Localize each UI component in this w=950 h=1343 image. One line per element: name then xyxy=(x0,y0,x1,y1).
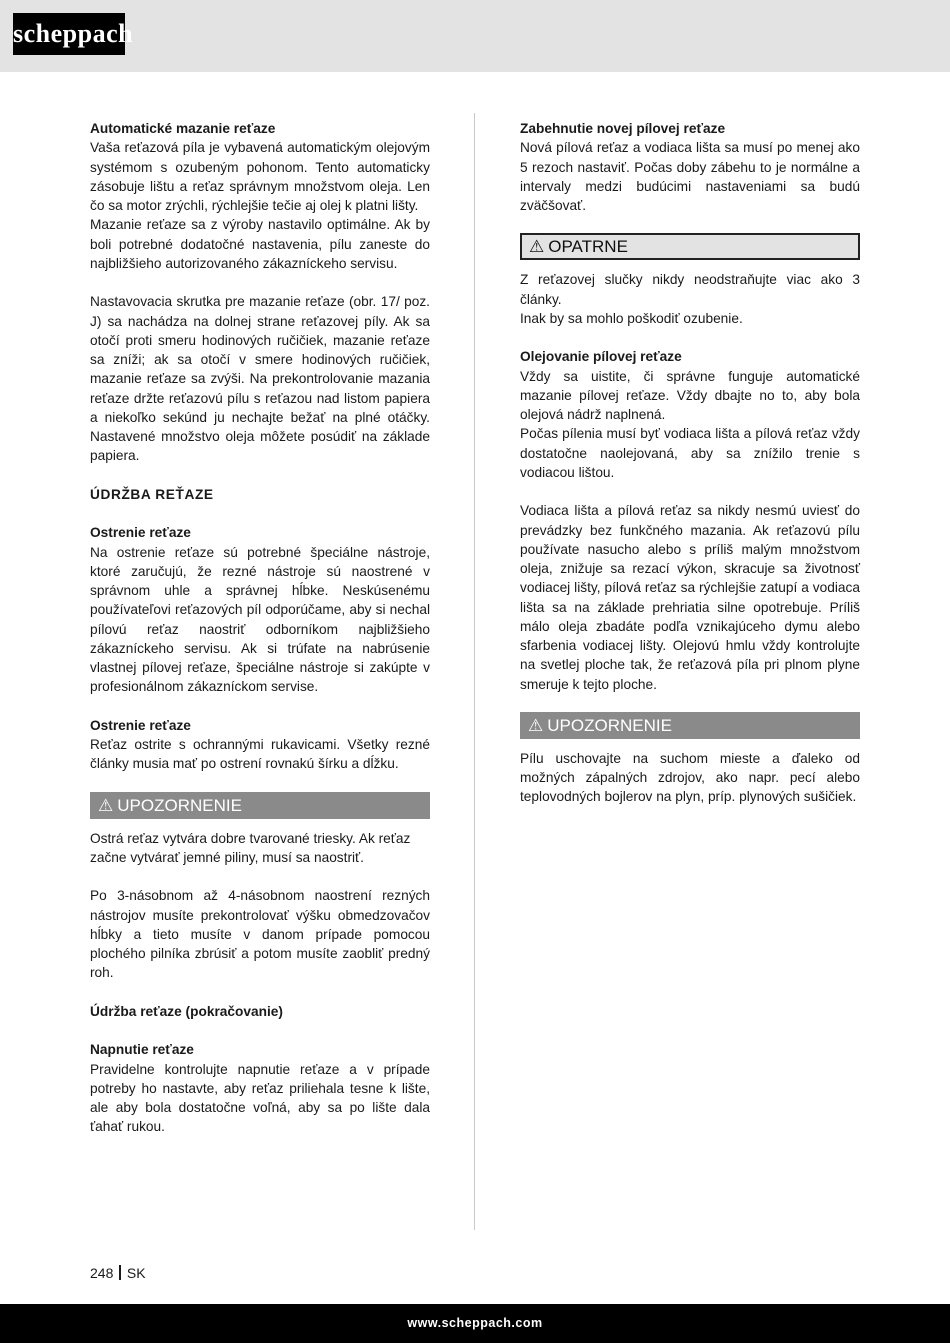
warning-triangle-icon: ⚠ xyxy=(528,715,544,735)
right-column xyxy=(520,119,860,807)
sharpen-paragraph-1: Na ostrenie reťaze sú potrebné špeciálne nástroje, ktoré zaručujú, že rezné nástroje sú naostrené v správnom uhle a správnej hĺbke. Neskúsenému používateľovi reťazových píl odporúčame, aby si nechal pílovú reťaz naostriť odborníkom najbližšieho zákazníckeho servisu. Ak si trúfate na nabrúsenie vlastnej pílovej reťaze, špeciálne nástroje si zakúpte v profesionálnom zákazníckom servise. xyxy=(90,544,430,695)
caution-paragraph-2: Inak by sa mohlo poškodiť ozubenie. xyxy=(520,310,743,326)
break-in-paragraph: Nová pílová reťaz a vodiaca lišta sa musí po menej ako 5 rezoch nastaviť. Počas doby zábehu to je normálne a intervaly medzi budúcimi nastaveniami sa budú zväčšovať. xyxy=(520,140,860,213)
website-link[interactable]: www.scheppach.com xyxy=(407,1316,543,1330)
warning-label: UPOZORNENIE xyxy=(117,795,242,815)
auto-lube-paragraph-1: Vaša reťazová píla je vybavená automatickým olejovým systémom s ozubeným pohonom. Tento automaticky zásobuje lištu a reťaz správnym množstvom oleja. Len čo sa motor zrýchli, rýchlejšie tečie aj olej k platni lišty. xyxy=(90,140,430,213)
footer-bar xyxy=(0,1304,950,1343)
sharpen-title-2: Ostrenie reťaze xyxy=(90,717,191,733)
caution-paragraph-1: Z reťazovej slučky nikdy neodstraňujte viac ako 3 články. xyxy=(520,272,860,307)
oiling-title: Olejovanie pílovej reťaze xyxy=(520,349,682,365)
maintenance-heading: ÚDRŽBA REŤAZE xyxy=(90,486,214,502)
caution-banner xyxy=(520,233,860,260)
oiling-paragraph-3: Vodiaca lišta a pílová reťaz sa nikdy nesmú uviesť do prevádzky bez funkčného mazania. Ak reťazovú pílu používate nasucho alebo s príliš malým množstvom oleja, znižuje sa rezací výkon, skracuje sa životnosť vodiacej lišty, pílová reťaz sa rýchlejšie zatupí a vodiaca lišta sa na základe prehriatia silne opotrebuje. Príliš málo oleja zbadáte podľa vznikajúceho dymu alebo sfarbenia vodiacej lišty. Olejovú hmlu vždy kontrolujte na svetlej ploche tak, že reťazová píla pri plnom plyne smeruje k tejto ploche. xyxy=(520,503,860,692)
auto-lube-paragraph-2: Mazanie reťaze sa z výroby nastavilo optimálne. Ak by boli potrebné dodatočné nastavenia, pílu zaneste do najbližšieho autorizovaného zákazníckeho servisu. xyxy=(90,217,430,271)
caution-label: OPATRNE xyxy=(548,237,628,257)
scheppach-logo[interactable]: scheppach xyxy=(13,13,125,55)
column-divider xyxy=(474,113,475,1230)
warning-label: UPOZORNENIE xyxy=(547,715,672,735)
break-in-title: Zabehnutie novej pílovej reťaze xyxy=(520,121,726,136)
adjust-paragraph: Nastavovacia skrutka pre mazanie reťaze (obr. 17/ poz. J) sa nachádza na dolnej strane reťazovej píly. Ak sa otočí proti smeru hodinových ručičiek, mazanie reťaze sa zníži; ak sa otočí v smere hodinových ručičiek, mazanie reťaze sa zvýši. Na prekontrolovanie mazania reťaze držte reťazovú pílu s reťazou nad listom papiera a niekoľko sekúnd ju nechajte bežať na plné otáčky. Nastavené množstvo oleja môžete posúdiť na základe papiera. xyxy=(90,294,430,464)
warning-triangle-icon: ⚠ xyxy=(529,237,545,257)
tension-title: Napnutie reťaze xyxy=(90,1042,194,1058)
continuation-title: Údržba reťaze (pokračovanie) xyxy=(90,1003,283,1019)
warning-banner-right xyxy=(520,712,860,739)
tension-paragraph: Pravidelne kontrolujte napnutie reťaze a v prípade potreby ho nastavte, aby reťaz priliehala tesne k lište, ale aby bola dostatočne voľná, aby sa po lište dala ťahať rukou. xyxy=(90,1061,430,1135)
page-separator xyxy=(119,1265,121,1280)
page-number xyxy=(90,1264,146,1282)
left-column xyxy=(90,119,430,1137)
warning-triangle-icon: ⚠ xyxy=(98,795,114,815)
warning-paragraph-1: Ostrá reťaz vytvára dobre tvarované triesky. Ak reťaz začne vytvárať jemné piliny, musí sa naostriť. xyxy=(90,830,411,865)
warning-banner-left xyxy=(90,792,430,819)
header-bar xyxy=(0,0,950,72)
warning-paragraph-2: Po 3-násobnom až 4-násobnom naostrení rezných nástrojov musíte prekontrolovať výšku obmedzovačov hĺbky a tieto musíte v danom prípade pomocou plochého pilníka zbrúsiť a potom musíte zaobliť predný roh. xyxy=(90,888,430,981)
auto-lube-title: Automatické mazanie reťaze xyxy=(90,121,276,136)
sharpen-paragraph-2: Reťaz ostrite s ochrannými rukavicami. Všetky rezné články musia mať po ostrení rovnakú šírku a dĺžku. xyxy=(90,737,430,772)
language-code: SK xyxy=(126,1265,146,1281)
page-number-value: 248 xyxy=(90,1265,114,1281)
storage-warning-paragraph: Pílu uschovajte na suchom mieste a ďaleko od možných zápalných zdrojov, ako napr. pecí alebo teplovodných bojlerov na plyn, príp. plynových sušičiek. xyxy=(520,750,860,805)
sharpen-title-1: Ostrenie reťaze xyxy=(90,525,191,541)
oiling-paragraph-2: Počas pílenia musí byť vodiaca lišta a pílová reťaz vždy dostatočne naolejovaná, aby sa znížilo trenie s vodiacou lištou. xyxy=(520,426,860,480)
oiling-paragraph-1: Vždy sa uistite, či správne funguje automatické mazanie pílovej reťaze. Vždy dbajte no to, aby bola olejová nádrž naplnená. xyxy=(520,368,860,422)
